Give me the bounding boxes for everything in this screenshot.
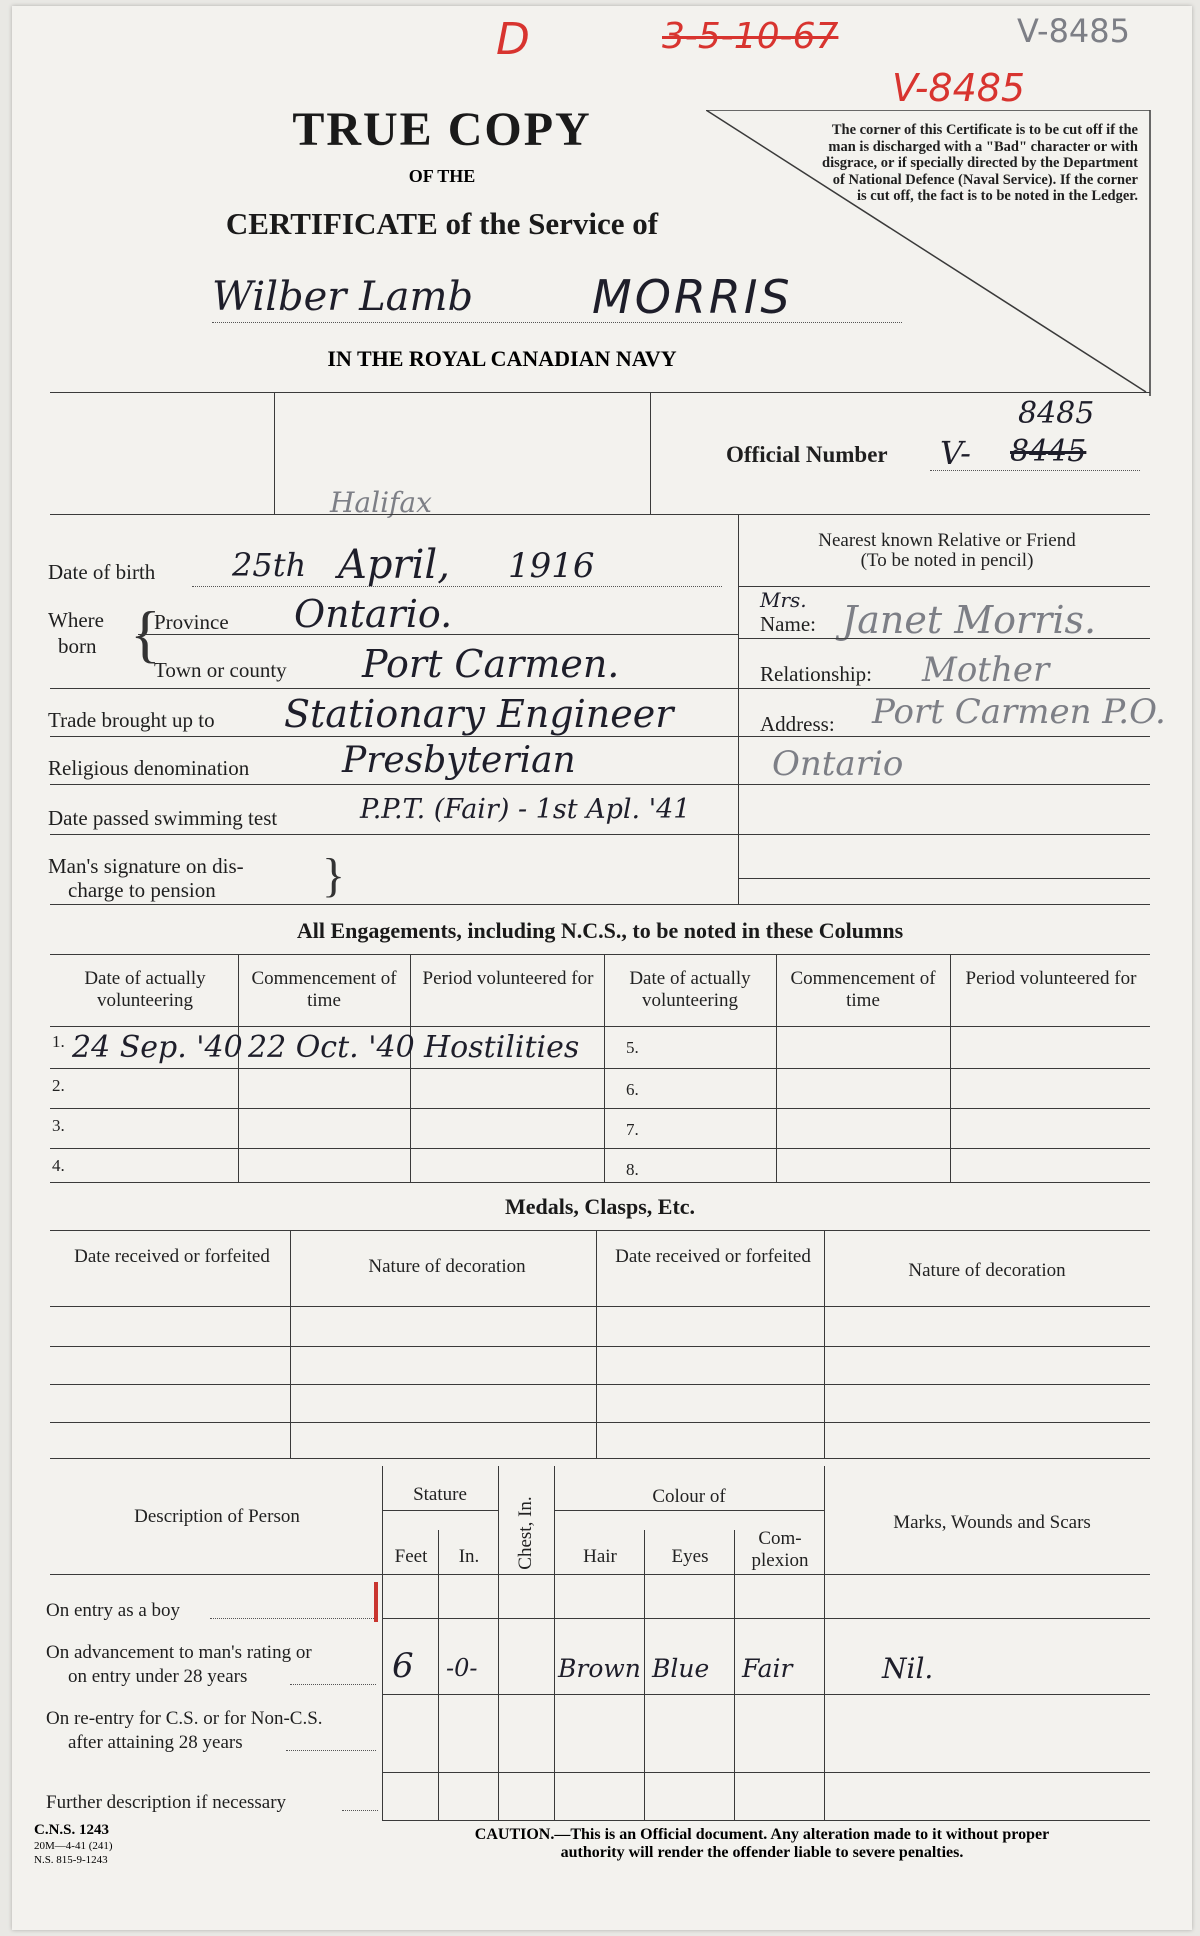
row-num-4: 4. — [52, 1156, 65, 1175]
official-number-value: 8485 — [1018, 396, 1095, 431]
rule — [738, 834, 1150, 835]
rule — [382, 1772, 1150, 1773]
relative-name-value: Janet Morris. — [842, 598, 1097, 642]
row-num-5: 5. — [626, 1038, 639, 1057]
town-label: Town or county — [154, 658, 287, 682]
hair-header: Hair — [583, 1546, 617, 1567]
rule — [554, 1466, 555, 1820]
brace-close: } — [322, 849, 346, 902]
row-num-3: 3. — [52, 1116, 65, 1135]
caution-line-1: CAUTION.—This is an Official document. Any alteration made to it without proper — [474, 1826, 1050, 1843]
row-num-8: 8. — [626, 1160, 639, 1179]
row-boy-label: On entry as a boy — [46, 1600, 181, 1621]
col-period-left: Period volunteered for — [422, 968, 594, 989]
rule — [930, 470, 1140, 471]
red-pencil-mark — [374, 1582, 378, 1622]
medals-heading: Medals, Clasps, Etc. — [504, 1194, 696, 1219]
rule — [382, 1820, 1150, 1821]
rule — [50, 1306, 1150, 1307]
rule — [824, 1230, 825, 1458]
rule — [50, 1108, 1150, 1109]
relationship-value: Mother — [922, 650, 1050, 690]
rule — [554, 1510, 824, 1511]
dob-day: 25th — [232, 546, 307, 584]
chest-header: Chest, In. — [515, 1496, 536, 1570]
col-commencement-left: Commencement of time — [251, 968, 397, 1011]
rule — [50, 1384, 1150, 1385]
where-born-label: Where — [48, 608, 104, 632]
rule — [382, 1466, 383, 1820]
rule — [138, 634, 738, 635]
medal-col-nature-left: Nature of decoration — [368, 1256, 526, 1277]
row-num-1: 1. — [52, 1032, 65, 1051]
province-value: Ontario. — [294, 592, 453, 636]
rule — [274, 392, 275, 514]
col-date-right: Date of actually volunteering — [629, 968, 751, 1011]
medal-col-date-left: Date received or forfeited — [74, 1246, 270, 1267]
value-marks: Nil. — [882, 1652, 934, 1685]
dob-month: April, — [338, 542, 450, 588]
religion-value: Presbyterian — [342, 740, 576, 781]
rule — [50, 784, 738, 785]
print-code-2: N.S. 815-9-1243 — [34, 1854, 108, 1866]
colour-header: Colour of — [652, 1486, 726, 1507]
address-line2: Ontario — [772, 744, 904, 784]
rule — [50, 514, 1150, 515]
rule — [382, 1510, 498, 1511]
rule — [382, 1618, 1150, 1619]
rule — [290, 1230, 291, 1458]
rule — [50, 954, 1150, 955]
rule — [738, 638, 1150, 639]
marks-header: Marks, Wounds and Scars — [893, 1512, 1091, 1533]
rule — [738, 736, 1150, 737]
form-number: C.N.S. 1243 — [34, 1822, 110, 1838]
rule — [50, 736, 738, 737]
row-adv-label-2: on entry under 28 years — [68, 1666, 248, 1687]
rule — [50, 834, 738, 835]
row-further-label: Further description if necessary — [46, 1792, 287, 1813]
value-hair: Brown — [558, 1654, 641, 1683]
rule — [342, 1810, 378, 1811]
row-num-6: 6. — [626, 1080, 639, 1099]
value-eyes: Blue — [652, 1654, 710, 1683]
row-reentry-label-2: after attaining 28 years — [68, 1732, 243, 1753]
title: TRUE COPY — [292, 103, 592, 156]
description-title: Description of Person — [134, 1506, 300, 1527]
row-num-2: 2. — [52, 1076, 65, 1095]
corner-note: The corner of this Certificate is to be cut off if the man is discharged with a "Bad" character or with disgrace, or if specially directed by the Department of National Defence (Naval Service). If the corner is cut off, the fact is to be noted in the Ledger. — [822, 122, 1138, 204]
of-the: OF THE — [408, 166, 476, 186]
province-label: Province — [154, 610, 229, 634]
rule — [50, 392, 1150, 393]
official-number-label: Official Number — [726, 442, 888, 467]
stature-header: Stature — [413, 1484, 467, 1505]
rule — [50, 1458, 1150, 1459]
signature-label-2: charge to pension — [68, 878, 216, 902]
rule — [290, 1684, 376, 1685]
value-complexion: Fair — [742, 1654, 793, 1683]
dob-label: Date of birth — [48, 560, 156, 584]
complexion-header: Com- plexion — [751, 1528, 809, 1571]
rule — [50, 1148, 1150, 1149]
value-inches: -0- — [446, 1654, 478, 1682]
rule — [650, 392, 651, 514]
row-num-7: 7. — [626, 1120, 639, 1139]
brace: { — [130, 598, 161, 669]
name-first: Wilber Lamb — [212, 274, 474, 320]
engagement-1-period: Hostilities — [424, 1030, 580, 1065]
certificate-line: CERTIFICATE of the Service of — [225, 206, 659, 241]
print-code-1: 20M—4-41 (241) — [34, 1840, 113, 1852]
caution-line-2: authority will render the offender liable to severe penalties. — [560, 1844, 964, 1861]
navy-line: IN THE ROYAL CANADIAN NAVY — [327, 346, 677, 371]
pencil-annotation-number: V-8485 — [1017, 12, 1130, 50]
rule — [50, 688, 738, 689]
col-commencement-right: Commencement of time — [790, 968, 936, 1011]
relative-heading: Nearest known Relative or Friend — [818, 530, 1076, 551]
official-number-struck: 8445 — [1010, 434, 1087, 469]
red-annotation-d: D — [496, 14, 530, 65]
red-annotation-number: V-8485 — [892, 66, 1026, 110]
official-number-prefix: V- — [940, 434, 971, 472]
rule — [824, 1466, 825, 1820]
eyes-header: Eyes — [671, 1546, 709, 1567]
rule — [738, 586, 1150, 587]
inches-header: In. — [458, 1546, 480, 1567]
rule — [50, 1068, 1150, 1069]
rule — [738, 784, 1150, 785]
swim-value: P.P.T. (Fair) - 1st Apl. '41 — [360, 794, 691, 825]
rule — [738, 878, 1150, 879]
rule — [738, 514, 739, 904]
rule — [50, 1422, 1150, 1423]
rule — [498, 1466, 499, 1820]
service-certificate — [12, 6, 1192, 1930]
rule — [738, 688, 1150, 689]
engagements-heading: All Engagements, including N.C.S., to be noted in these Columns — [296, 918, 904, 943]
rule — [286, 1750, 376, 1751]
address-line1: Port Carmen P.O. — [872, 692, 1166, 732]
rule — [50, 1026, 1150, 1027]
relationship-label: Relationship: — [760, 662, 872, 686]
feet-header: Feet — [394, 1546, 428, 1567]
col-date-left: Date of actually volunteering — [84, 968, 206, 1011]
red-annotation-struck: 3-5-10-67 — [662, 16, 839, 57]
medal-col-date-right: Date received or forfeited — [615, 1246, 811, 1267]
col-period-right: Period volunteered for — [965, 968, 1137, 989]
row-reentry-label: On re-entry for C.S. or for Non-C.S. — [46, 1708, 323, 1729]
engagement-1-date: 24 Sep. '40 — [72, 1030, 243, 1065]
value-feet: 6 — [392, 1646, 414, 1686]
religion-label: Religious denomination — [48, 756, 250, 780]
name-last: MORRIS — [592, 270, 793, 324]
rule — [50, 904, 1150, 905]
rule — [192, 586, 722, 587]
town-value: Port Carmen. — [362, 642, 620, 686]
signature-label: Man's signature on dis- — [48, 854, 244, 878]
swim-label: Date passed swimming test — [48, 806, 278, 830]
rule — [50, 1182, 1150, 1183]
rule — [50, 1230, 1150, 1231]
relative-heading-2: (To be noted in pencil) — [860, 550, 1034, 571]
medal-col-nature-right: Nature of decoration — [908, 1260, 1066, 1281]
trade-value: Stationary Engineer — [284, 692, 674, 736]
trade-label: Trade brought up to — [48, 708, 215, 732]
engagement-1-commencement: 22 Oct. '40 — [248, 1030, 415, 1065]
dob-year: 1916 — [508, 546, 595, 586]
rule — [50, 1346, 1150, 1347]
rule — [382, 1694, 1150, 1695]
rule — [596, 1230, 597, 1458]
where-born-label-2: born — [58, 634, 97, 658]
row-adv-label: On advancement to man's rating or — [46, 1642, 312, 1663]
relative-name-prefix: Mrs. — [760, 588, 807, 612]
relative-name-label: Name: — [760, 612, 816, 636]
place-note: Halifax — [330, 486, 432, 519]
rule — [210, 1618, 376, 1619]
address-label: Address: — [760, 712, 835, 736]
rule — [50, 1574, 1150, 1575]
